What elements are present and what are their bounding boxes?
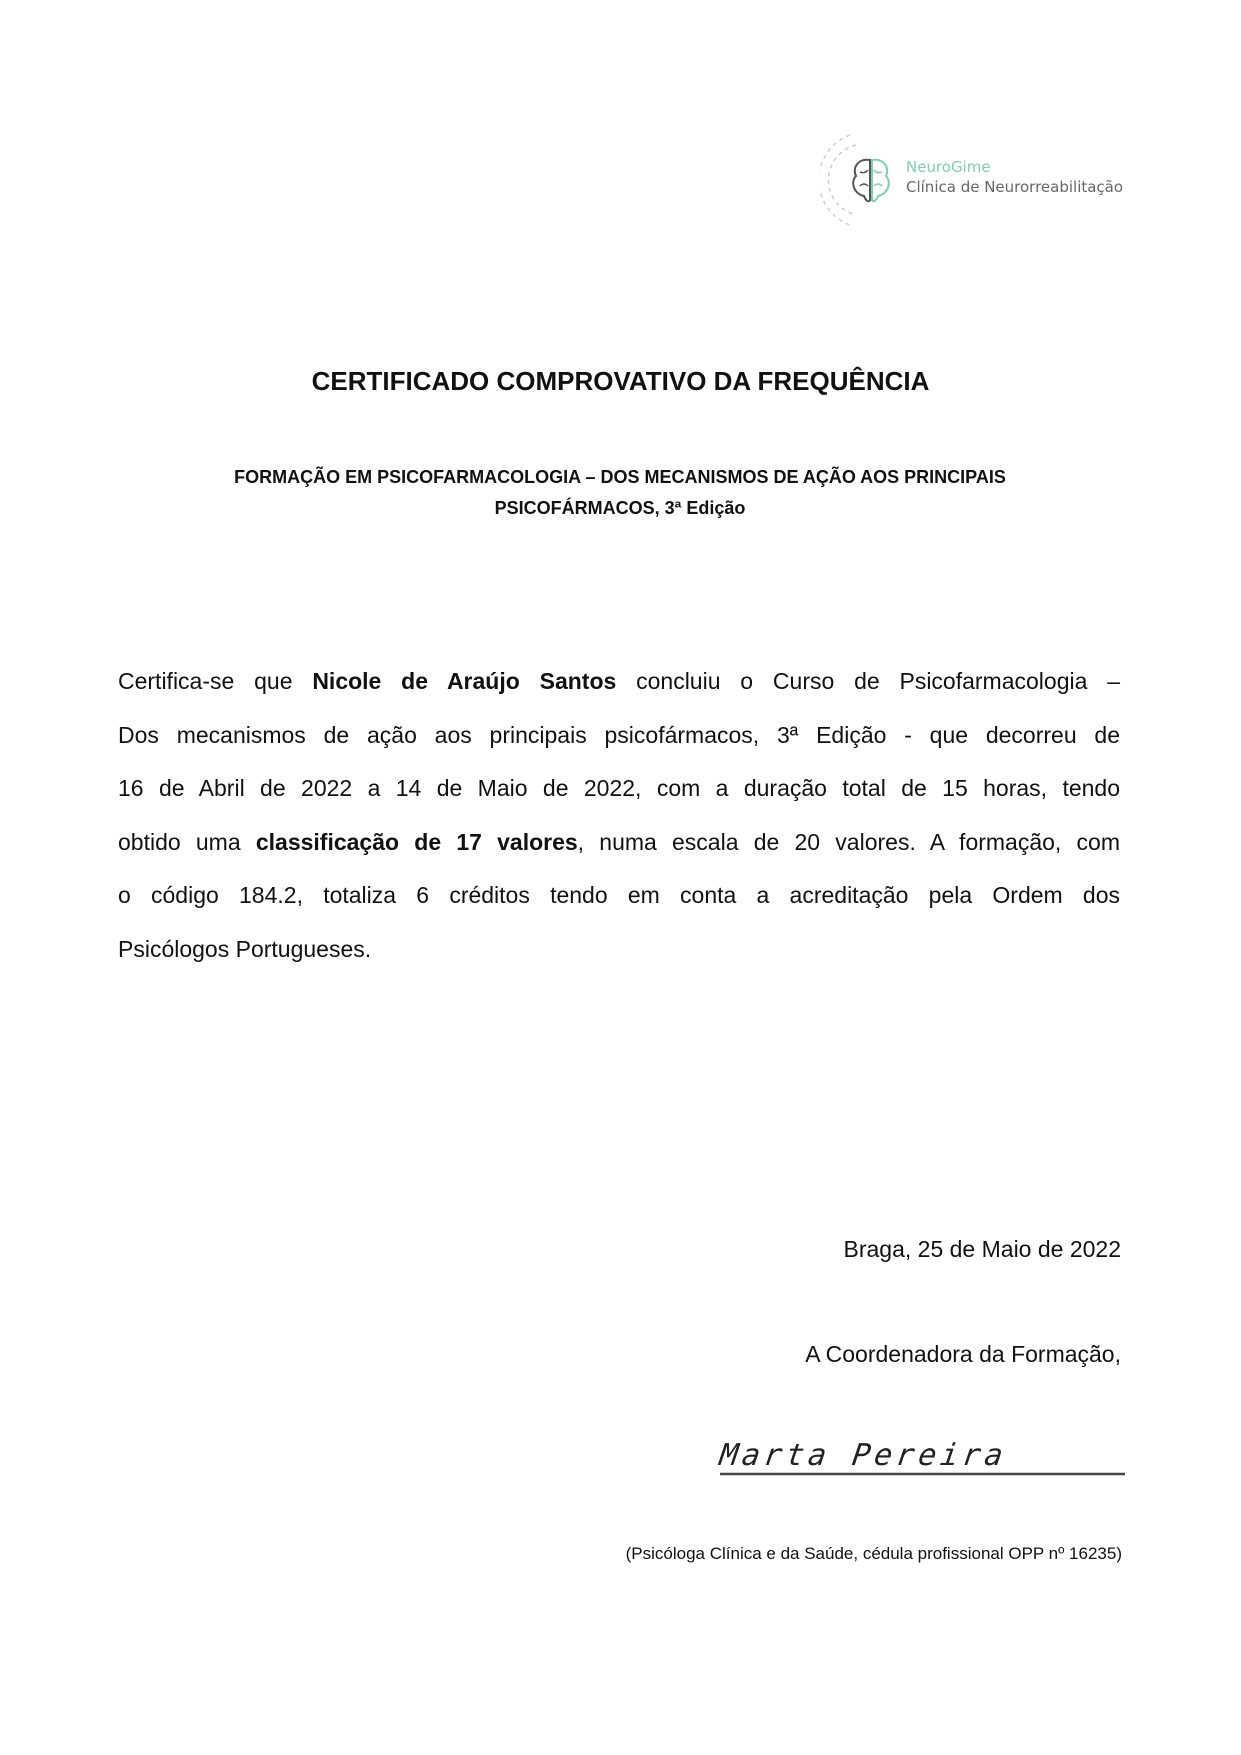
body-line: Dos mecanismos de ação aos principais psicofármacos, 3ª Edição - que decorreu de [118,721,1120,748]
subtitle-line: PSICOFÁRMACOS, 3ª Edição [494,498,746,518]
place-date: Braga, 25 de Maio de 2022 [843,1236,1121,1262]
body-text: Certifica-se que [118,668,313,694]
logo-name: NeuroGime [906,158,991,176]
body-line: Psicólogos Portugueses. [118,935,372,962]
recipient-name: Nicole de Araújo Santos [312,668,617,694]
signature-text: Marta Pereira [717,1438,1010,1473]
body-line [118,663,1120,717]
signatory-role: A Coordenadora da Formação, [805,1341,1121,1367]
logo-tagline: Clínica de Neurorreabilitação [906,178,1124,196]
grade: classificação de 17 valores [255,828,578,855]
body-text: concluiu o Curso de Psicofarmacologia – [616,668,1121,694]
certificate-body [118,663,1120,984]
body-text: , numa escala de 20 valores. A formação, com [577,828,1120,855]
certificate-title: CERTIFICADO COMPROVATIVO DA FREQUÊNCIA [311,366,930,396]
body-line: 16 de Abril de 2022 a 14 de Maio de 2022, com a duração total de 15 horas, tendo [118,775,1120,801]
subtitle-line: FORMAÇÃO EM PSICOFARMACOLOGIA – DOS MECANISMOS DE AÇÃO AOS PRINCIPAIS [234,467,1006,487]
signature [715,1420,1130,1480]
signatory-credentials: (Psicóloga Clínica e da Saúde, cédula profissional OPP nº 16235) [625,1544,1122,1563]
brain-logo-icon [820,130,900,230]
body-text: obtido uma [118,828,256,855]
clinic-logo [820,130,1130,230]
body-line [118,824,1120,878]
body-line: o código 184.2, totaliza 6 créditos tendo em conta a acreditação pela Ordem dos [118,882,1120,908]
course-subtitle [140,462,1100,524]
